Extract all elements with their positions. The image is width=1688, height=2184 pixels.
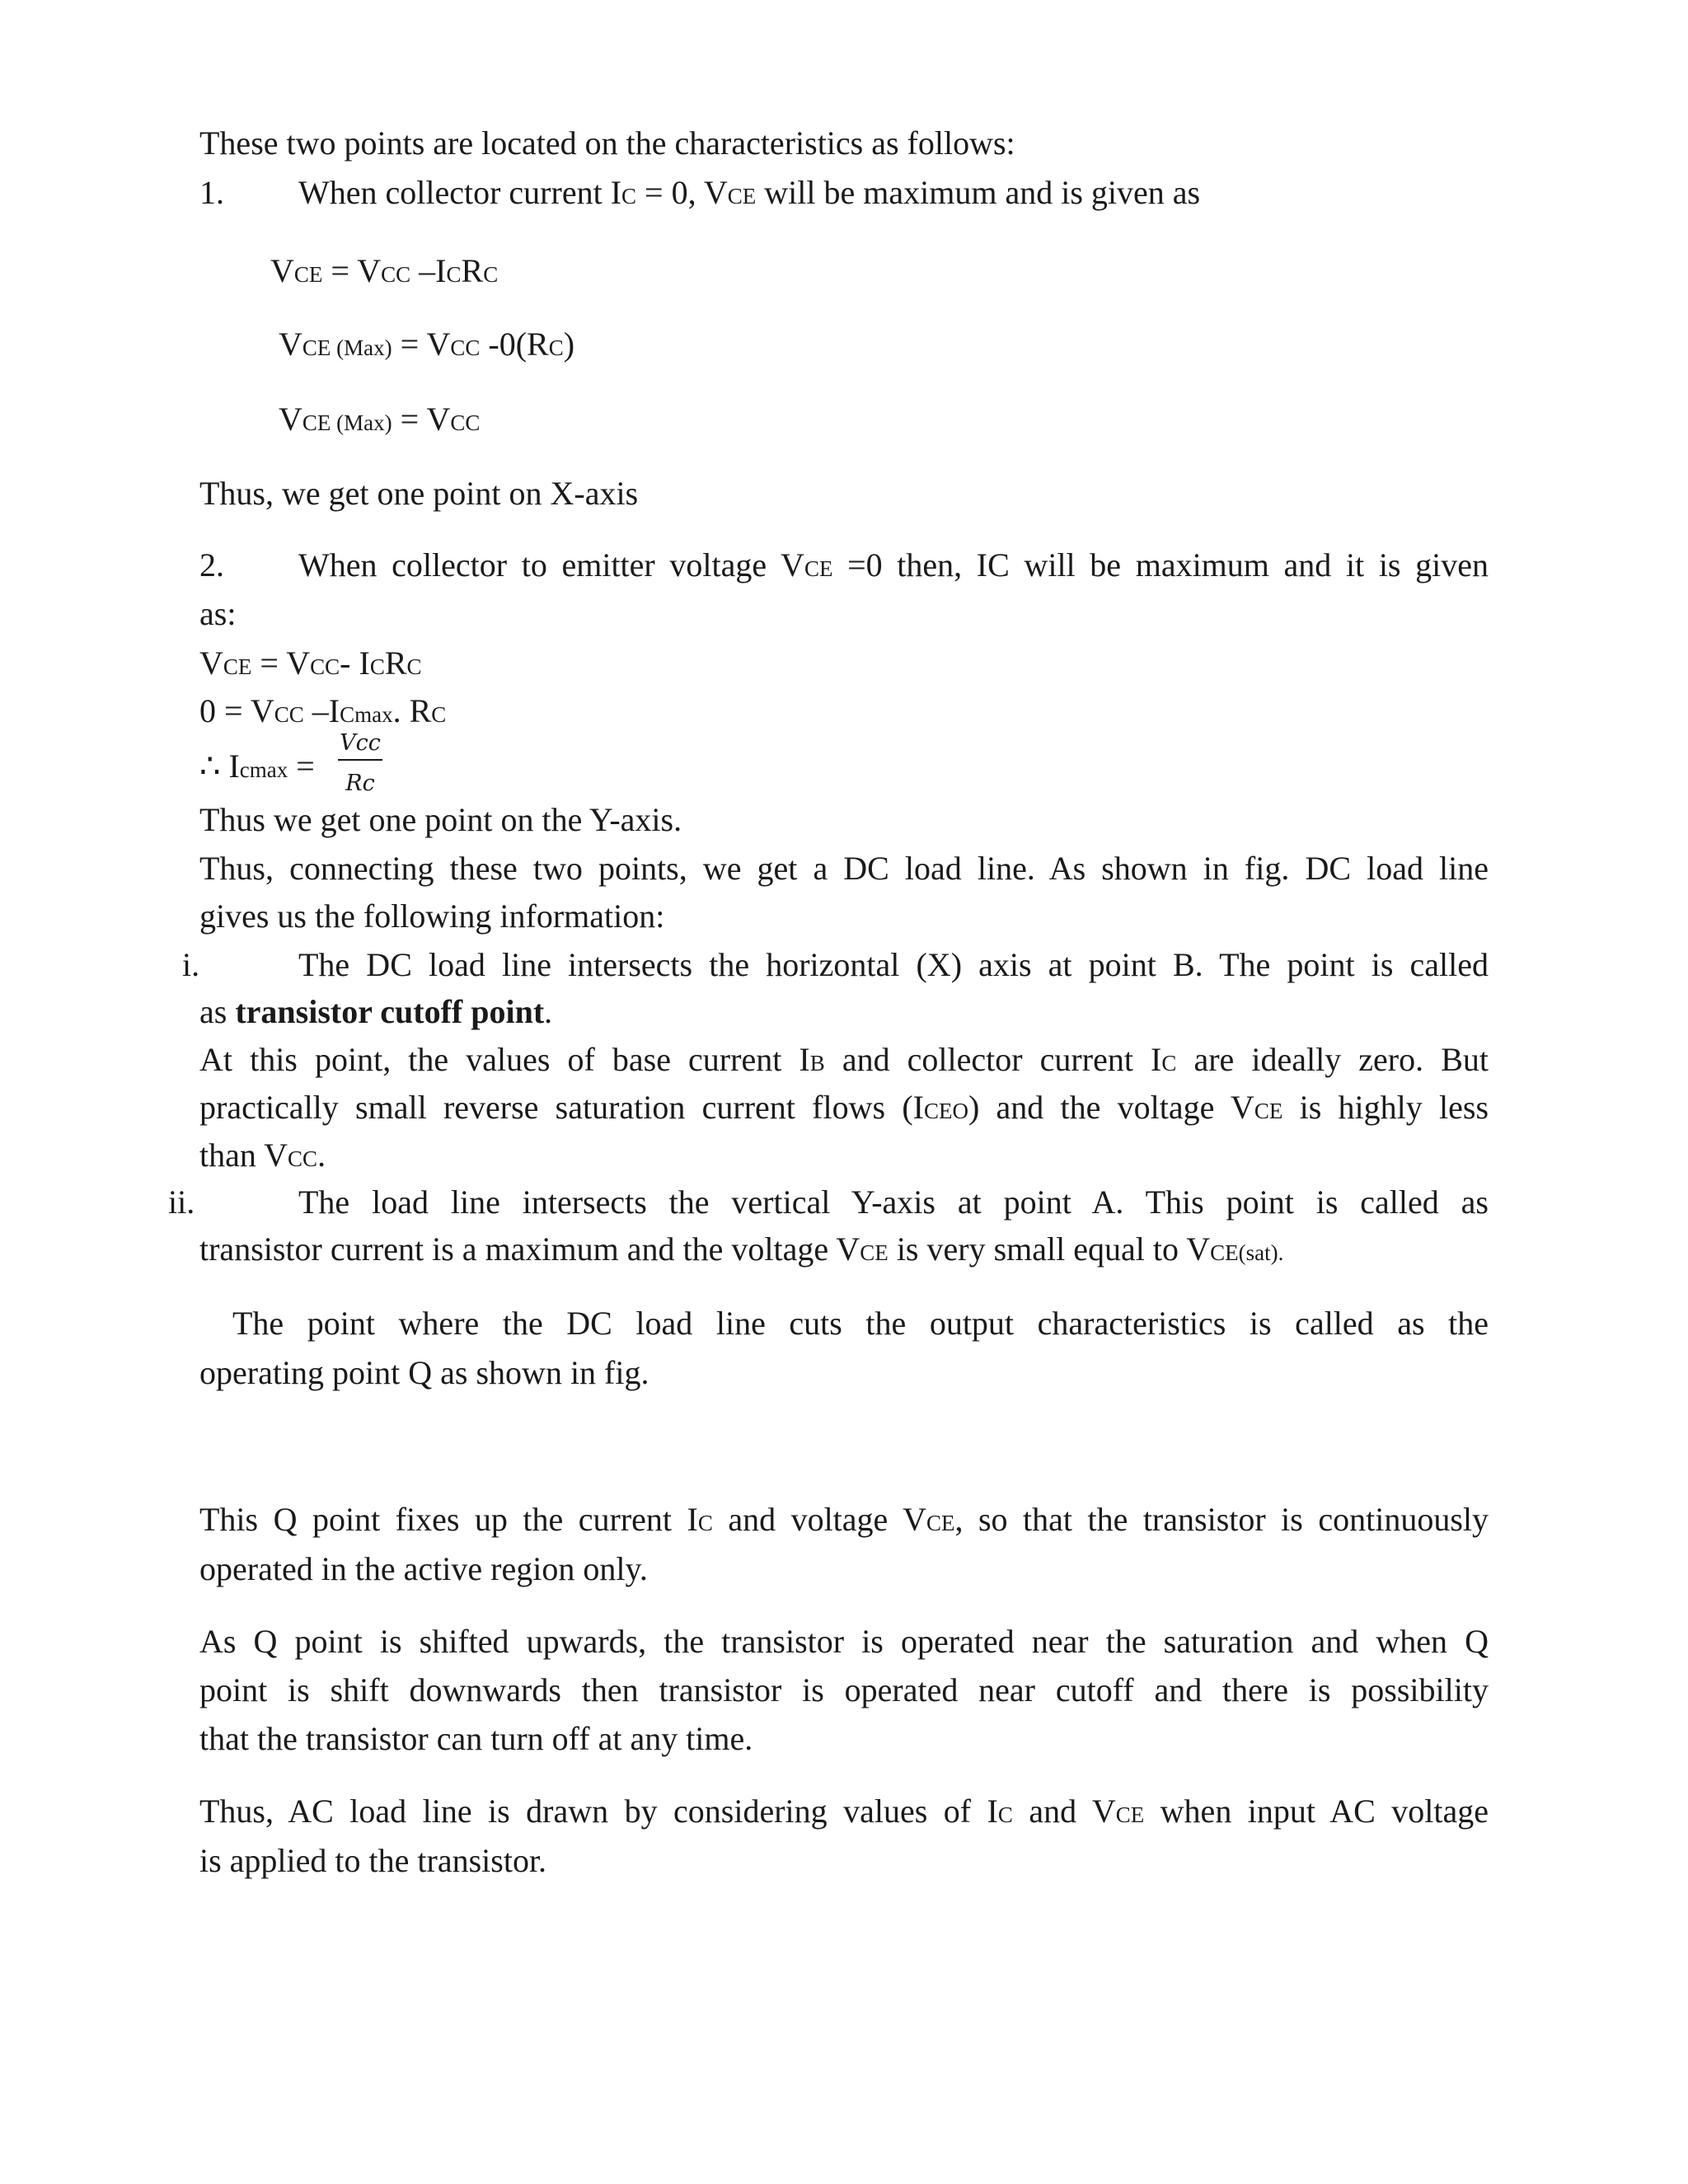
text-line: As Q point is shifted upwards, the transistor is operated near the saturation and when Q <box>199 1623 1489 1660</box>
text-line: Thus, connecting these two points, we get a DC load line. As shown in fig. DC load line <box>199 850 1489 887</box>
list-number: 1. <box>199 174 224 211</box>
fraction-denominator: Rc <box>345 771 375 796</box>
text-line: The load line intersects the vertical Y-axis at point A. This point is called as <box>298 1183 1489 1221</box>
equation: 0 = VCC –ICmax. RC <box>199 692 447 729</box>
list-number: i. <box>182 946 200 983</box>
text-line: than VCC. <box>199 1137 326 1174</box>
text-line: Thus, we get one point on X-axis <box>199 475 639 512</box>
text-line: These two points are located on the characteristics as follows: <box>199 124 1015 162</box>
text-line: Thus, AC load line is drawn by considering values of IC and VCE when input AC voltage <box>199 1793 1489 1830</box>
text-line: The DC load line intersects the horizontal (X) axis at point B. The point is called <box>298 946 1489 983</box>
text-line: practically small reverse saturation current flows (ICEO) and the voltage VCE is highly less <box>199 1089 1489 1126</box>
text-line: point is shift downwards then transistor is operated near cutoff and there is possibility <box>199 1671 1489 1708</box>
list-number: 2. <box>199 546 224 583</box>
text-line: When collector current IC = 0, VCE will be maximum and is given as <box>298 174 1201 211</box>
text-line: transistor current is a maximum and the voltage VCE is very small equal to VCE(sat). <box>199 1230 1284 1268</box>
text-line: as transistor cutoff point. <box>199 993 553 1030</box>
text-line: The point where the DC load line cuts the output characteristics is called as the <box>232 1305 1489 1342</box>
text-line: This Q point fixes up the current IC and voltage VCE, so that the transistor is continuously <box>199 1501 1489 1538</box>
text-line: operated in the active region only. <box>199 1550 648 1587</box>
text-line: is applied to the transistor. <box>199 1842 547 1879</box>
equation: VCE = VCC –ICRC <box>270 252 499 289</box>
text-line: gives us the following information: <box>199 898 665 935</box>
text-line: At this point, the values of base current IB and collector current IC are ideally zero. But <box>199 1041 1489 1078</box>
fraction-bar <box>338 759 382 761</box>
equation: VCE = VCC- ICRC <box>199 644 422 682</box>
text-line: When collector to emitter voltage VCE =0 then, IC will be maximum and it is given <box>298 546 1489 583</box>
fraction-numerator: Vcc <box>340 730 381 756</box>
text-line: operating point Q as shown in fig. <box>199 1354 649 1391</box>
text-line: Thus we get one point on the Y-axis. <box>199 801 682 838</box>
text-line: as: <box>199 595 237 632</box>
text-line: that the transistor can turn off at any time. <box>199 1720 753 1757</box>
equation: ∴ Icmax = <box>199 748 315 785</box>
equation: VCE (Max) = VCC <box>279 401 481 438</box>
equation: VCE (Max) = VCC -0(RC) <box>279 326 575 363</box>
list-number: ii. <box>168 1183 195 1221</box>
